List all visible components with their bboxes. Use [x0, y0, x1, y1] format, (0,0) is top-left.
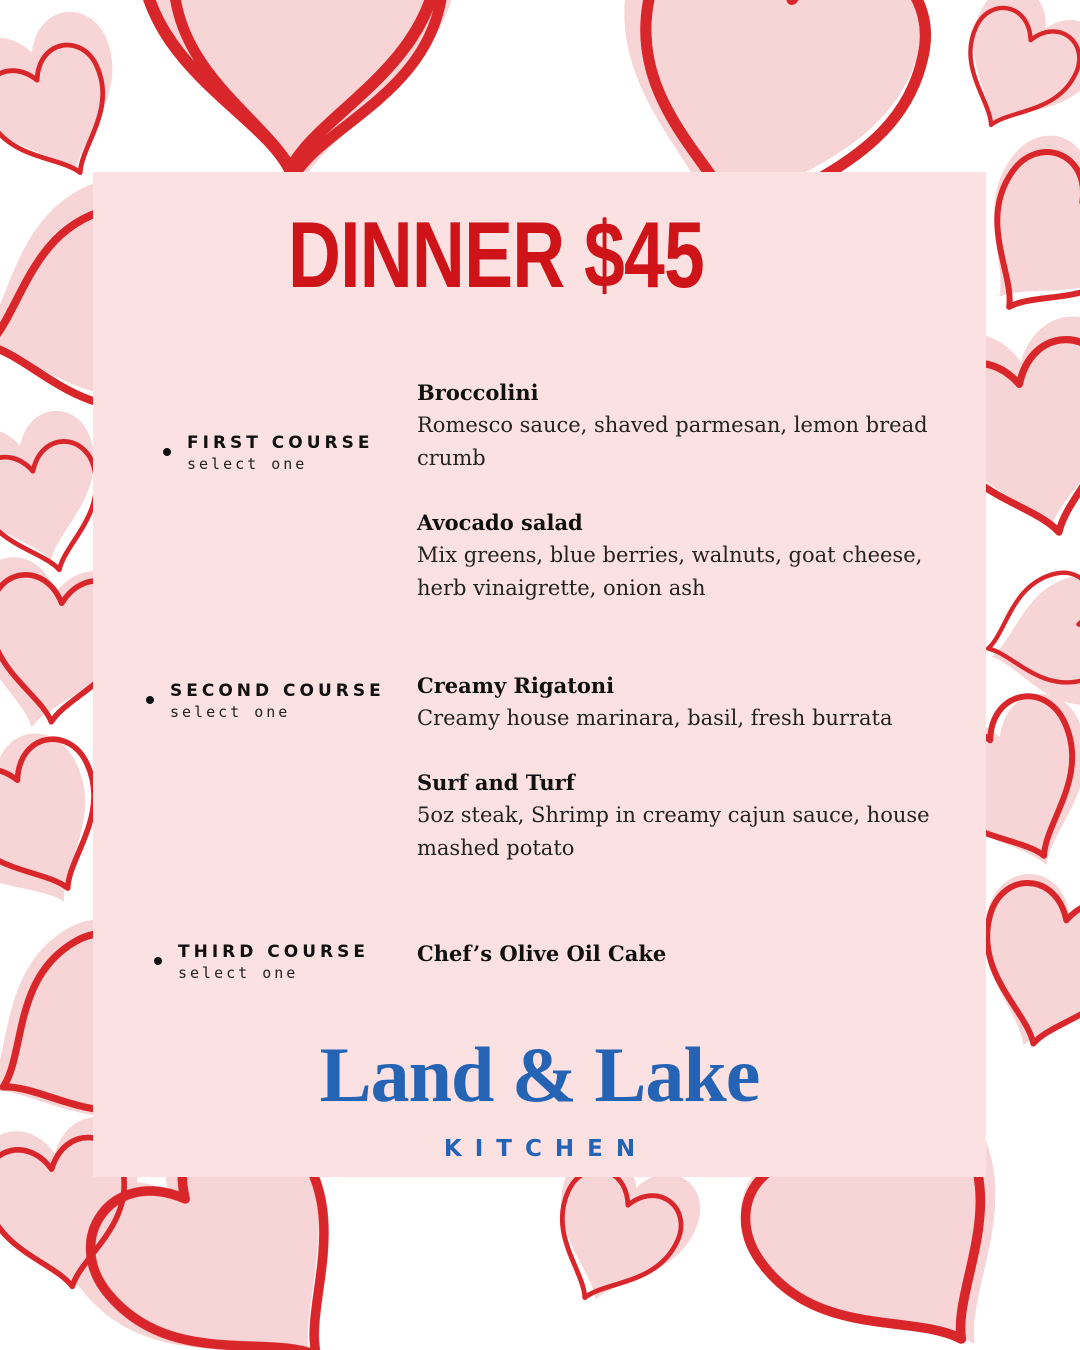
bullet-dot: [163, 448, 171, 456]
dish-name: Broccolini: [417, 380, 539, 405]
dish-description: Mix greens, blue berries, walnuts, goat cheese, herb vinaigrette, onion ash: [417, 543, 923, 600]
course-first: [163, 432, 373, 474]
dish-item: [417, 508, 977, 605]
dish-name: Chef’s Olive Oil Cake: [417, 941, 667, 966]
course-name: FIRST COURSE: [187, 433, 374, 453]
dish-item: [417, 378, 977, 475]
dish-name: Surf and Turf: [417, 770, 575, 795]
course-note: select one: [170, 703, 291, 721]
course-label: [170, 680, 385, 722]
dish-item: [417, 768, 977, 865]
dish-description: 5oz steak, Shrimp in creamy cajun sauce, house mashed potato: [417, 803, 930, 860]
dish-description: Creamy house marinara, basil, fresh burrata: [417, 706, 893, 730]
bullet-dot: [146, 696, 154, 704]
course-name: THIRD COURSE: [178, 942, 369, 962]
course-third: [154, 941, 369, 983]
dish-item: [417, 939, 977, 969]
course-name: SECOND COURSE: [170, 681, 385, 701]
brand-logo-name: Land & Lake: [319, 1031, 760, 1118]
course-label: [178, 941, 369, 983]
bullet-dot: [154, 957, 162, 965]
dish-description: Romesco sauce, shaved parmesan, lemon bread crumb: [417, 413, 928, 470]
brand-logo-subtitle: KITCHEN: [443, 1136, 649, 1162]
course-second: [146, 680, 385, 722]
dish-name: Creamy Rigatoni: [417, 673, 615, 698]
course-note: select one: [178, 964, 299, 982]
course-note: select one: [187, 455, 308, 473]
dish-name: Avocado salad: [417, 510, 583, 535]
dish-item: [417, 671, 977, 735]
menu-card: [93, 172, 986, 1177]
course-label: [187, 432, 373, 474]
menu-title: DINNER $45: [288, 202, 704, 307]
